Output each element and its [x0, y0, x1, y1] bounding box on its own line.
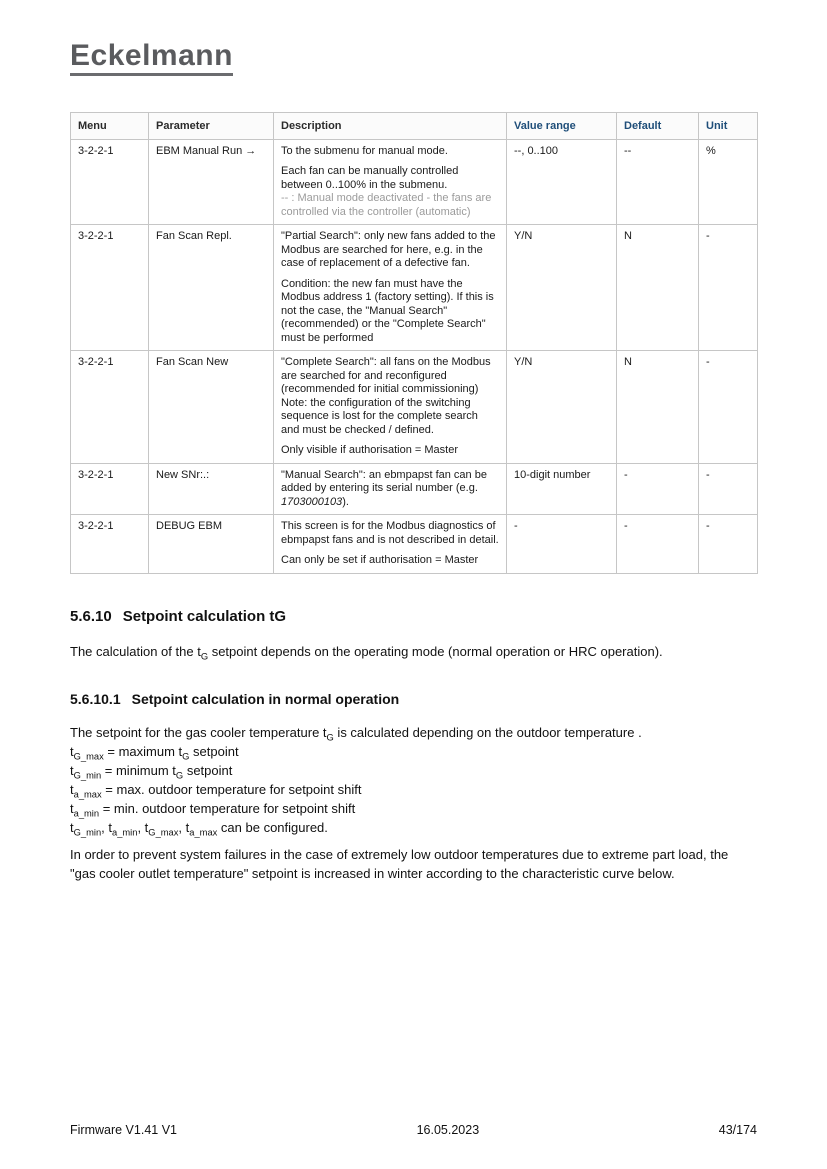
table-row [71, 139, 758, 225]
subsection-number: 5.6.10.1 [70, 690, 121, 707]
setpoint-definition-lines [70, 723, 757, 837]
section-intro-paragraph: The calculation of the $t_G$ setpoint depends on the operating mode (normal operation or HRC operation). [70, 643, 663, 662]
cell-menu: 3-2-2-1 [71, 515, 149, 574]
definition-line: The setpoint for the gas cooler temperature $t_G$ is calculated depending on the outdoor temperature . [70, 724, 642, 743]
cell-menu: 3-2-2-1 [71, 351, 149, 464]
cell-default: N [617, 351, 699, 464]
description-paragraph: To the submenu for manual mode. [281, 144, 448, 157]
table-row [71, 225, 758, 351]
cell-default: N [617, 225, 699, 351]
cell-value-range: - [507, 515, 617, 574]
description-paragraph: "Manual Search": an ebmpapst fan can be added by entering its serial number (e.g. 1703000103). [281, 468, 487, 508]
eckelmann-logo: Eckelmann [70, 40, 233, 76]
column-header-value-range: Value range [507, 112, 617, 139]
table-header-row [71, 112, 758, 139]
table-body [71, 139, 758, 573]
definition-line: $t_{a\_min} = \min$. outdoor temperature for setpoint shift [70, 800, 356, 819]
description-paragraph: Note: the configuration of the switching sequence is lost for the complete search and must be checked / defined. [281, 396, 478, 436]
subsection-heading [70, 691, 757, 707]
cell-parameter: Fan Scan Repl. [149, 225, 274, 351]
cell-unit: - [699, 351, 758, 464]
description-paragraph: -- : Manual mode deactivated - the fans are controlled via the controller (automatic) [281, 192, 492, 218]
definition-line: $t_{G\_max}$ = maximum $t_G$ setpoint [70, 743, 239, 762]
cell-default: -- [617, 139, 699, 225]
subsection-title: Setpoint calculation in normal operation [131, 690, 400, 707]
description-paragraph: Condition: the new fan must have the Modbus address 1 (factory setting). If this is not the case, the "Manual Search" (recommended) or the "Complete Search" must be performed [281, 277, 494, 344]
description-paragraph: Only visible if authorisation = Master [281, 444, 458, 456]
cell-unit: - [699, 515, 758, 574]
column-header-menu: Menu [71, 112, 149, 139]
column-header-parameter: Parameter [149, 112, 274, 139]
column-header-default: Default [617, 112, 699, 139]
column-header-unit: Unit [699, 112, 758, 139]
table-row [71, 463, 758, 515]
footer-date: 16.05.2023 [416, 1123, 480, 1137]
page-footer [70, 1123, 757, 1137]
section-number: 5.6.10 [70, 607, 112, 625]
section-heading [70, 608, 757, 625]
table-row [71, 351, 758, 464]
cell-menu: 3-2-2-1 [71, 139, 149, 225]
cell-description [274, 225, 507, 351]
cell-description [274, 139, 507, 225]
cell-parameter: Fan Scan New [149, 351, 274, 464]
definition-line: $t_{a\_max} = \max$. outdoor temperature for setpoint shift [70, 781, 362, 800]
cell-description [274, 463, 507, 515]
definition-line: $t_{G\_min}$, $t_{a\_min}$, $t_{G\_max}$, $t_{a\_max}$ can be configured. [70, 819, 328, 838]
cell-parameter: New SNr:.: [149, 463, 274, 515]
cell-default: - [617, 463, 699, 515]
cell-description [274, 351, 507, 464]
cell-unit: - [699, 463, 758, 515]
description-paragraph: "Complete Search": all fans on the Modbus are searched for and reconfigured (recommended for initial commissioning) [281, 356, 491, 395]
cell-menu: 3-2-2-1 [71, 463, 149, 515]
cell-value-range: Y/N [507, 351, 617, 464]
section-title: Setpoint calculation tG [122, 607, 287, 625]
cell-parameter: DEBUG EBM [149, 515, 274, 574]
cell-value-range: Y/N [507, 225, 617, 351]
parameter-table [70, 112, 758, 574]
cell-default: - [617, 515, 699, 574]
cell-menu: 3-2-2-1 [71, 225, 149, 351]
cell-value-range: --, 0..100 [507, 139, 617, 225]
winter-note-paragraph: In order to prevent system failures in the case of extremely low outdoor temperatures due to extreme part load, the "gas cooler outlet temperature" setpoint is increased in winter according to the characteristic curve below. [70, 846, 729, 881]
cell-value-range: 10-digit number [507, 463, 617, 515]
description-paragraph: This screen is for the Modbus diagnostics of ebmpapst fans and is not described in detail. [281, 520, 499, 546]
cell-unit: - [699, 225, 758, 351]
description-paragraph: Can only be set if authorisation = Master [281, 554, 479, 566]
description-paragraph: "Partial Search": only new fans added to the Modbus are searched for here, e.g. in the case of replacement of a defective fan. [281, 230, 496, 269]
column-header-description: Description [274, 112, 507, 139]
table-row [71, 515, 758, 574]
cell-parameter: EBM Manual Run → [149, 139, 274, 225]
cell-unit: % [699, 139, 758, 225]
definition-line: $t_{G\_min}$ = minimum $t_G$ setpoint [70, 762, 233, 781]
footer-page-number: 43/174 [718, 1123, 757, 1137]
cell-description [274, 515, 507, 574]
description-paragraph: Each fan can be manually controlled between 0..100% in the submenu. [281, 165, 459, 191]
footer-firmware-version: Firmware V1.41 V1 [70, 1123, 177, 1137]
